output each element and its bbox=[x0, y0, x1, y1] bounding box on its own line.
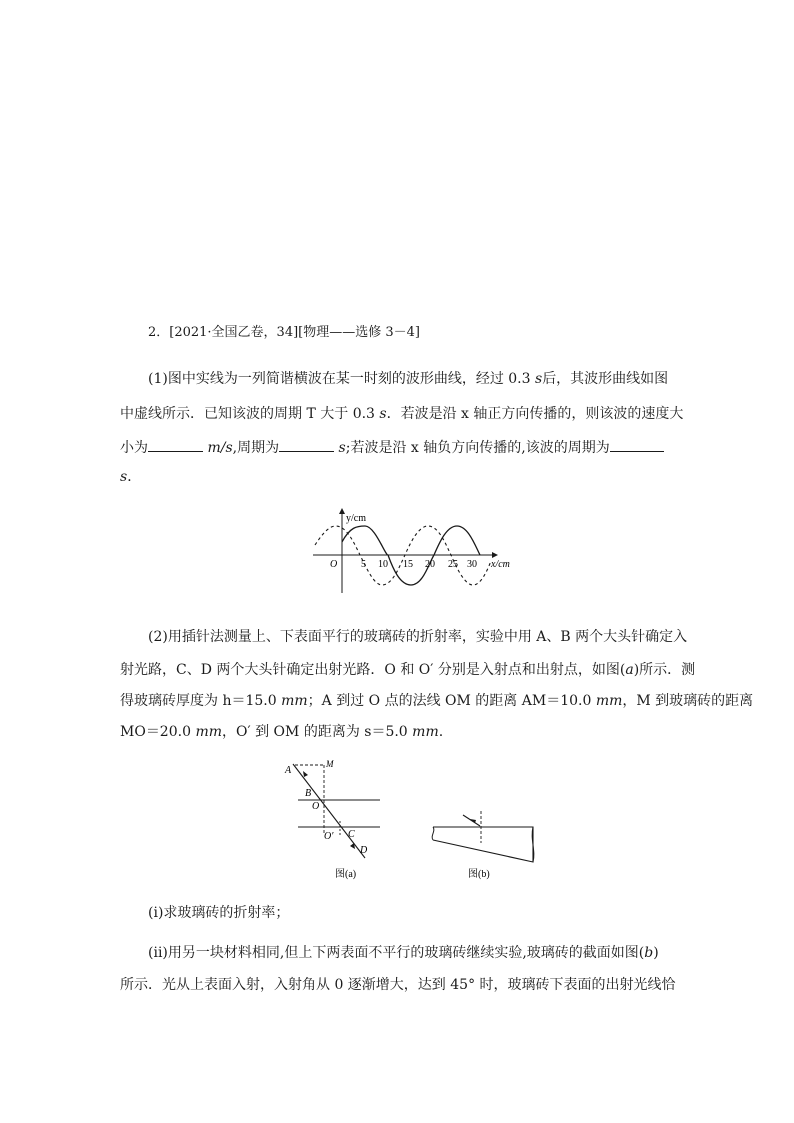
part1-text: 小为 bbox=[120, 440, 148, 456]
part2-text: )所示．测 bbox=[633, 662, 696, 678]
label-c: C bbox=[348, 829, 355, 840]
label-m: M bbox=[326, 759, 334, 769]
unit-mm: mm bbox=[412, 724, 439, 740]
part1-text: ,周期为 bbox=[232, 440, 280, 456]
part2-line1: (2)用插针法测量上、下表面平行的玻璃砖的折射率，实验中用 A、B 两个大头针确定入 bbox=[148, 629, 688, 645]
part2-text: . bbox=[438, 724, 444, 740]
label-d: D bbox=[360, 845, 368, 856]
part1-text: ． bbox=[127, 469, 142, 485]
glass-trapezoid bbox=[433, 827, 533, 862]
part2-text: ，M 到玻璃砖的距离 bbox=[622, 693, 754, 709]
tick-label: 20 bbox=[425, 559, 435, 570]
label-b: B bbox=[305, 788, 312, 799]
part2-line2 bbox=[120, 661, 695, 679]
part1-line1 bbox=[148, 370, 668, 388]
label-o-prime: O′ bbox=[324, 831, 334, 842]
part1-line3 bbox=[120, 437, 664, 457]
part1-text: (1)图中实线为一列简谐横波在某一时刻的波形曲线，经过 0.3 bbox=[148, 371, 535, 387]
unit-s: s bbox=[338, 440, 346, 456]
tick-label: 25 bbox=[448, 559, 458, 570]
label-o: O bbox=[312, 801, 320, 812]
wave-figure bbox=[305, 505, 520, 597]
y-axis-label: y/cm bbox=[346, 513, 366, 524]
caption-a: 图(a) bbox=[335, 869, 357, 880]
x-axis-label: x/cm bbox=[491, 559, 510, 570]
problem-header: 2．[2021·全国乙卷，34][物理——选修 3－4] bbox=[148, 325, 420, 340]
tick-label: 10 bbox=[378, 559, 388, 570]
sub-question-2-line1 bbox=[148, 944, 659, 962]
tick-label: 15 bbox=[403, 559, 413, 570]
figure-ref: a bbox=[625, 662, 634, 678]
figure-a bbox=[280, 755, 390, 885]
answer-blank-period-negative[interactable] bbox=[610, 437, 664, 452]
answer-blank-period-positive[interactable] bbox=[279, 437, 334, 452]
light-ray bbox=[293, 764, 365, 858]
part2-line4 bbox=[120, 723, 443, 741]
unit-s: s bbox=[379, 406, 387, 422]
unit-mm: mm bbox=[281, 693, 308, 709]
figure-ref: b bbox=[644, 945, 654, 961]
part1-text: ;若波是沿 x 轴负方向传播的,该波的周期为 bbox=[345, 440, 610, 456]
incident-ray bbox=[463, 815, 480, 826]
part2-text: MO＝20.0 bbox=[120, 724, 196, 740]
label-a: A bbox=[285, 765, 292, 776]
answer-blank-speed[interactable] bbox=[148, 437, 203, 452]
part1-text: 后，其波形曲线如图 bbox=[542, 371, 669, 387]
ray-arrow bbox=[303, 771, 308, 777]
figure-b bbox=[425, 805, 540, 885]
unit-mm: mm bbox=[595, 693, 623, 709]
part2-text: ，O′ 到 OM 的距离为 s＝5.0 bbox=[222, 724, 413, 740]
part2-text: 得玻璃砖厚度为 h＝15.0 bbox=[120, 693, 282, 709]
sub2-text: ) bbox=[653, 945, 659, 961]
sub2-text: (ⅱ)用另一块材料相同,但上下两表面不平行的玻璃砖继续实验,玻璃砖的截面如图( bbox=[148, 945, 645, 961]
sub-question-2-line2: 所示．光从上表面入射，入射角从 0 逐渐增大，达到 45° 时，玻璃砖下表面的出射光线恰 bbox=[120, 977, 676, 993]
unit-s: s bbox=[535, 371, 543, 387]
origin-label: O bbox=[330, 559, 338, 570]
part1-line4 bbox=[120, 468, 141, 486]
unit-s: s bbox=[120, 469, 128, 485]
unit-speed: m/s bbox=[207, 440, 233, 456]
part1-text: 中虚线所示．已知该波的周期 T 大于 0.3 bbox=[120, 406, 380, 422]
part2-text: ；A 到过 O 点的法线 OM 的距离 AM＝10.0 bbox=[307, 693, 596, 709]
unit-mm: mm bbox=[195, 724, 222, 740]
tick-label: 30 bbox=[467, 559, 477, 570]
part2-line3 bbox=[120, 692, 753, 710]
part2-text: 射光路，C、D 两个大头针确定出射光路．O 和 O′ 分别是入射点和出射点，如图( bbox=[120, 662, 626, 678]
ray-arrow bbox=[470, 819, 476, 823]
caption-b: 图(b) bbox=[468, 869, 490, 880]
tick-label: 5 bbox=[361, 559, 366, 570]
glass-break-edge bbox=[432, 827, 434, 840]
part1-text: ．若波是沿 x 轴正方向传播的，则该波的速度大 bbox=[386, 406, 684, 422]
sub-question-1: (ⅰ)求玻璃砖的折射率； bbox=[148, 905, 290, 921]
part1-line2 bbox=[120, 405, 683, 423]
